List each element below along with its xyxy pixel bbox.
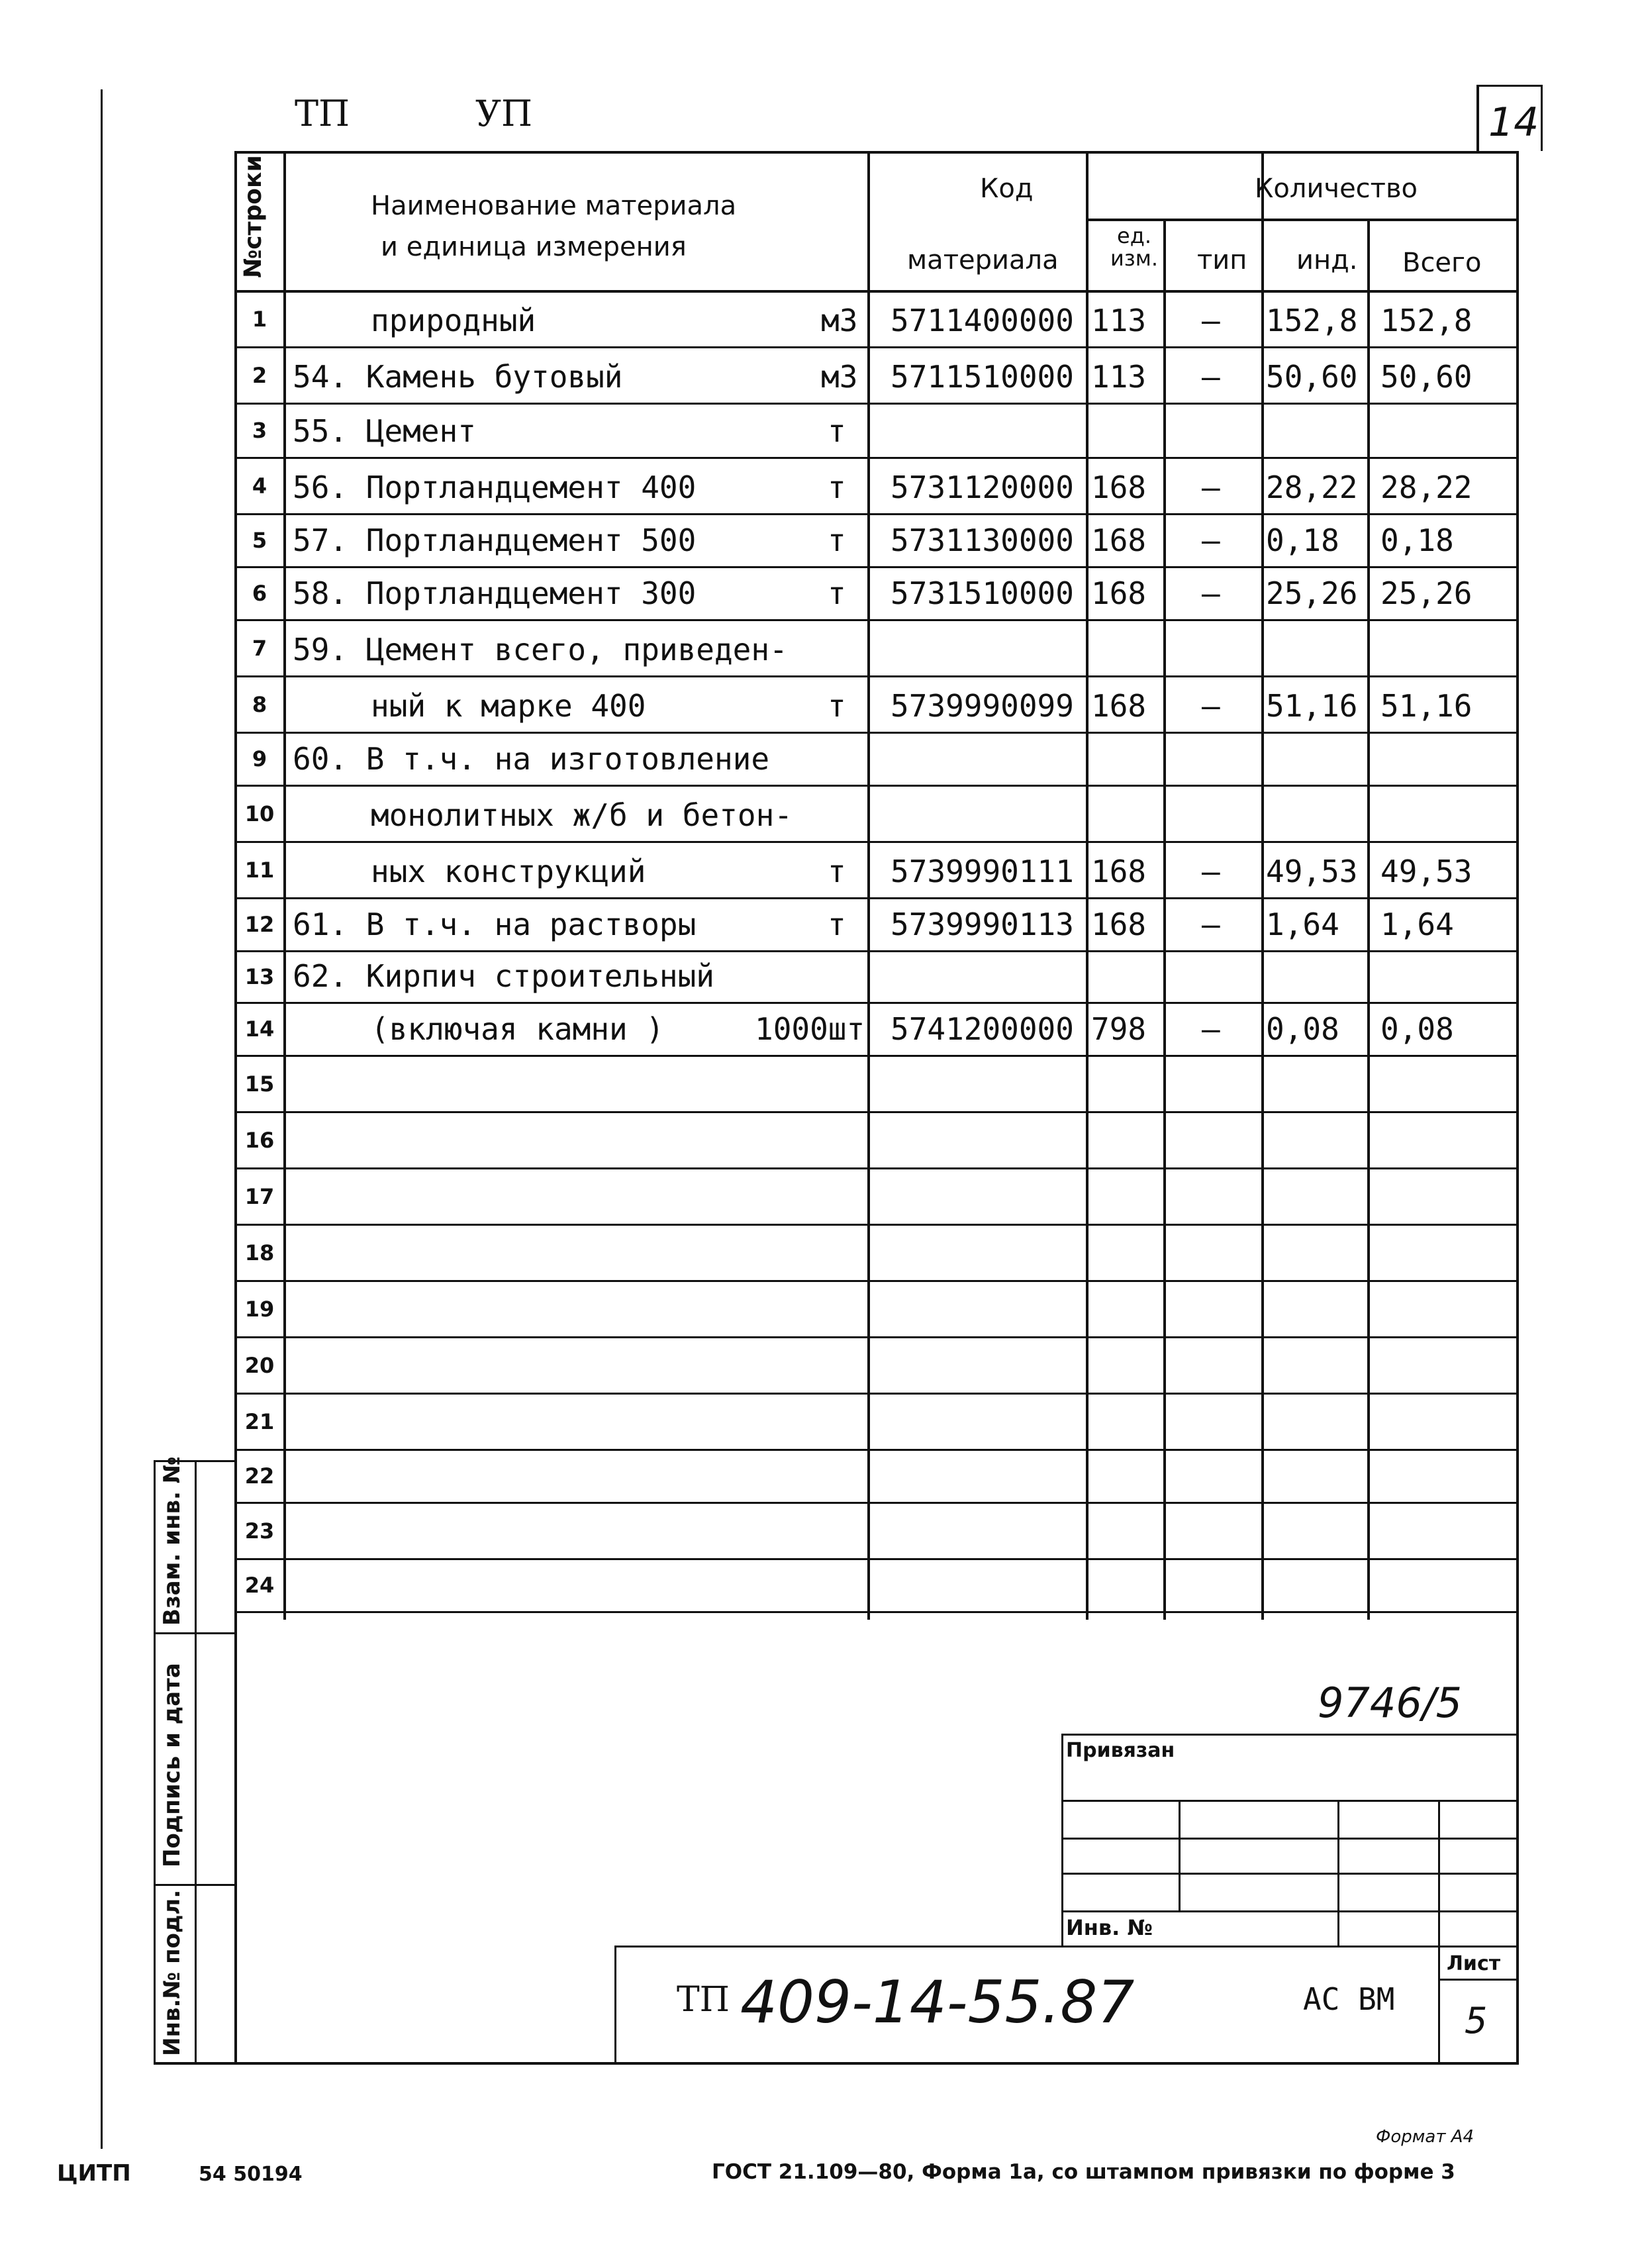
- material-name: 59. Цемент всего, приведен-: [293, 632, 788, 667]
- row-separator: [234, 1280, 1519, 1282]
- material-code: 5739990099: [891, 688, 1074, 724]
- ind-value: 0,08: [1266, 1011, 1339, 1047]
- row-separator: [234, 1502, 1519, 1504]
- order-label: 54 50194: [199, 2163, 303, 2186]
- ind-value: 25,26: [1266, 575, 1358, 611]
- attached-label: Привязан: [1066, 1739, 1175, 1762]
- row-separator: [234, 457, 1519, 459]
- row-number: 4: [252, 473, 267, 499]
- row-number: 14: [244, 1016, 275, 1042]
- tp-prefix: ТП: [677, 1980, 730, 2020]
- material-code: 5731120000: [891, 469, 1074, 505]
- gost-label: ГОСТ 21.109—80, Форма 1а, со штампом привязки по форме 3: [712, 2160, 1455, 2184]
- ind-value: 51,16: [1266, 688, 1358, 724]
- row-number: 6: [252, 581, 267, 606]
- up-label: УП: [475, 93, 533, 134]
- unit-of-measure: м3: [821, 359, 858, 395]
- row-number: 9: [252, 746, 267, 771]
- material-name: 58. Портландцемент 300: [293, 575, 697, 611]
- row-separator: [234, 1224, 1519, 1226]
- material-code: 5739990111: [891, 854, 1074, 889]
- total-value: 50,60: [1380, 359, 1473, 395]
- document-number: 409-14-55.87: [740, 1968, 1135, 2036]
- total-value: 49,53: [1380, 854, 1473, 889]
- sign-date-label: Подпись и дата: [159, 1663, 185, 1867]
- title-sheet-divider: [1438, 1946, 1440, 2063]
- row-separator: [234, 675, 1519, 677]
- col-line-rownum: [283, 151, 286, 1620]
- row-separator: [234, 566, 1519, 568]
- col-line-ucode: [1163, 219, 1166, 1620]
- sheet-box-top-border: [1476, 85, 1543, 87]
- row-number-header: №строки: [240, 155, 267, 278]
- material-code: 5741200000: [891, 1011, 1074, 1047]
- material-name: 56. Портландцемент 400: [293, 469, 697, 505]
- row-number: 1: [252, 306, 267, 332]
- total-value: 152,8: [1380, 303, 1473, 338]
- row-number: 16: [244, 1127, 275, 1153]
- code-header: Код: [980, 173, 1034, 204]
- name-header-line2: и единица измерения: [381, 232, 687, 262]
- type-value: –: [1202, 1011, 1220, 1047]
- unit-of-measure: м3: [821, 303, 858, 338]
- col-line-name: [867, 151, 870, 1620]
- attached-col2: [1337, 1800, 1339, 1946]
- tp-label: ТП: [295, 93, 350, 134]
- attached-left: [1061, 1734, 1063, 1946]
- row-separator: [234, 950, 1519, 952]
- sheet-number: 14: [1488, 99, 1539, 146]
- unit-code: 798: [1091, 1011, 1147, 1047]
- type-value: –: [1202, 907, 1220, 942]
- unit-of-measure: т: [828, 854, 846, 889]
- attached-row2: [1061, 1838, 1517, 1840]
- material-name: 57. Портландцемент 500: [293, 522, 697, 558]
- unit-code: 168: [1091, 469, 1147, 505]
- row-number: 12: [244, 912, 275, 937]
- total-header: Всего: [1402, 248, 1482, 278]
- material-code: 5711400000: [891, 303, 1074, 338]
- type-value: –: [1202, 688, 1220, 724]
- row-separator: [234, 1002, 1519, 1004]
- total-value: 25,26: [1380, 575, 1473, 611]
- frame-bottom-border: [154, 2062, 1519, 2065]
- row-separator: [234, 1393, 1519, 1395]
- type-value: –: [1202, 522, 1220, 558]
- sheet-label: Лист: [1447, 1952, 1501, 1975]
- material-code: 5711510000: [891, 359, 1074, 395]
- row-number: 11: [244, 857, 275, 883]
- total-value: 1,64: [1380, 907, 1454, 942]
- unit-code: 168: [1091, 688, 1147, 724]
- type-value: –: [1202, 359, 1220, 395]
- side-stamp-sep2: [154, 1884, 236, 1886]
- row-separator: [234, 1055, 1519, 1057]
- material-name: 55. Цемент: [293, 413, 476, 449]
- attached-row1: [1061, 1800, 1517, 1802]
- attached-row3: [1061, 1873, 1517, 1875]
- row-separator: [234, 732, 1519, 734]
- quantity-header: Количество: [1255, 173, 1418, 204]
- ind-value: 0,18: [1266, 522, 1339, 558]
- unit-of-measure: т: [828, 907, 846, 942]
- unit-code: 168: [1091, 575, 1147, 611]
- type-value: –: [1202, 575, 1220, 611]
- side-stamp-divider: [195, 1460, 197, 2064]
- row-separator: [234, 346, 1519, 348]
- row-separator: [234, 1336, 1519, 1338]
- row-number: 10: [244, 801, 275, 826]
- row-separator: [234, 1111, 1519, 1113]
- sheet-box-right-border: [1541, 85, 1543, 151]
- row-number: 3: [252, 418, 267, 443]
- ind-value: 1,64: [1266, 907, 1339, 942]
- unit-of-measure: т: [828, 413, 846, 449]
- attached-col3: [1438, 1800, 1440, 1946]
- row-separator: [234, 619, 1519, 621]
- type-value: –: [1202, 303, 1220, 338]
- attached-top: [1061, 1734, 1517, 1736]
- unit-code: 113: [1091, 359, 1147, 395]
- ind-header: инд.: [1296, 245, 1358, 275]
- material-code: 5739990113: [891, 907, 1074, 942]
- sheet-value: 5: [1465, 2000, 1488, 2042]
- header-bottom-line: [234, 290, 1519, 293]
- type-value: –: [1202, 469, 1220, 505]
- col-line-code: [1086, 151, 1088, 1620]
- material-name: 60. В т.ч. на изготовление: [293, 741, 770, 777]
- title-block-left: [614, 1946, 616, 2063]
- header-mid-line: [1086, 219, 1519, 221]
- unit-code: 168: [1091, 522, 1147, 558]
- row-number: 18: [244, 1240, 275, 1265]
- ind-value: 50,60: [1266, 359, 1358, 395]
- row-number: 5: [252, 528, 267, 553]
- handwritten-doc-number: 9746/5: [1318, 1679, 1463, 1727]
- col-line-ind: [1367, 219, 1370, 1620]
- row-number: 19: [244, 1296, 275, 1322]
- side-stamp-left-border: [154, 1460, 156, 2064]
- unit-of-measure: 1000шт: [755, 1011, 865, 1047]
- material-name: 61. В т.ч. на растворы: [293, 907, 697, 942]
- unit-code-header: ед. изм.: [1110, 223, 1159, 271]
- material-header: материала: [907, 245, 1059, 275]
- row-number: 24: [244, 1573, 275, 1598]
- material-name: монолитных ж/б и бетон-: [371, 797, 793, 833]
- row-number: 8: [252, 691, 267, 717]
- attached-col1: [1179, 1800, 1181, 1910]
- row-number: 15: [244, 1071, 275, 1097]
- col-line-type: [1261, 151, 1264, 1620]
- type-value: –: [1202, 854, 1220, 889]
- row-separator: [234, 841, 1519, 843]
- org-label: ЦИТП: [57, 2160, 131, 2187]
- document-mark: АС ВМ: [1303, 1981, 1395, 2017]
- unit-of-measure: т: [828, 469, 846, 505]
- material-name: ных конструкций: [371, 854, 646, 889]
- row-separator: [234, 1558, 1519, 1560]
- title-block-top: [614, 1946, 1518, 1948]
- title-sheet-sep: [1438, 1979, 1518, 1981]
- row-separator: [234, 1449, 1519, 1451]
- sheet-box-left-border: [1476, 85, 1479, 151]
- type-header: тип: [1197, 245, 1247, 275]
- page-left-border: [101, 89, 103, 2149]
- inv-orig-label: Инв.№ подл.: [159, 1889, 185, 2056]
- row-separator: [234, 403, 1519, 405]
- frame-top-border: [234, 151, 1519, 154]
- material-code: 5731510000: [891, 575, 1074, 611]
- row-number: 21: [244, 1408, 275, 1434]
- frame-right-border: [1516, 151, 1519, 2065]
- replace-inv-label: Взам. инв. №: [159, 1456, 185, 1626]
- total-value: 51,16: [1380, 688, 1473, 724]
- row-separator: [234, 897, 1519, 899]
- material-name: (включая камни ): [371, 1011, 665, 1047]
- inv-no-label: Инв. №: [1066, 1915, 1153, 1940]
- unit-of-measure: т: [828, 575, 846, 611]
- unit-code: 168: [1091, 854, 1147, 889]
- row-number: 23: [244, 1518, 275, 1544]
- name-header-line1: Наименование материала: [371, 191, 737, 221]
- material-name: 54. Камень бутовый: [293, 359, 623, 395]
- total-value: 0,08: [1380, 1011, 1454, 1047]
- row-number: 7: [252, 635, 267, 661]
- total-value: 0,18: [1380, 522, 1454, 558]
- row-separator: [234, 785, 1519, 787]
- unit-code: 168: [1091, 907, 1147, 942]
- unit-of-measure: т: [828, 522, 846, 558]
- material-name: природный: [371, 303, 536, 338]
- row-number: 22: [244, 1463, 275, 1489]
- side-stamp-sep1: [154, 1632, 236, 1634]
- ind-value: 49,53: [1266, 854, 1358, 889]
- ind-value: 28,22: [1266, 469, 1358, 505]
- material-code: 5731130000: [891, 522, 1074, 558]
- ind-value: 152,8: [1266, 303, 1358, 338]
- row-number: 2: [252, 362, 267, 388]
- row-number: 17: [244, 1183, 275, 1209]
- format-label: Формат А4: [1376, 2127, 1474, 2147]
- material-name: 62. Кирпич строительный: [293, 958, 714, 994]
- row-number: 13: [244, 964, 275, 989]
- attached-row4: [1061, 1910, 1517, 1912]
- unit-code: 113: [1091, 303, 1147, 338]
- row-separator: [234, 1167, 1519, 1169]
- row-separator: [234, 1611, 1519, 1613]
- total-value: 28,22: [1380, 469, 1473, 505]
- unit-of-measure: т: [828, 688, 846, 724]
- row-number: 20: [244, 1352, 275, 1378]
- row-separator: [234, 513, 1519, 515]
- material-name: ный к марке 400: [371, 688, 646, 724]
